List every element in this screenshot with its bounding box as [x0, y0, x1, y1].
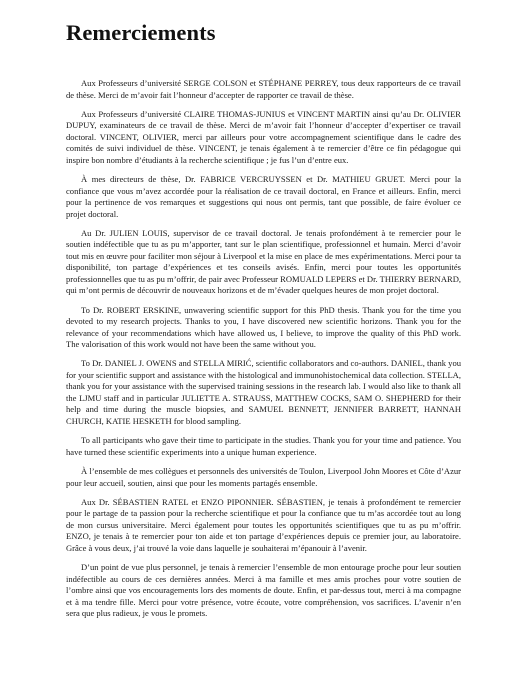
paragraph-ratel-piponnier: Aux Dr. SÉBASTIEN RATEL et ENZO PIPONNIER. SÉBASTIEN, je tenais à profondément te remercier pour le partage de ta passion pour la recherche scientifique et pour la confiance que tu m’as accordée tout au long de mon cursus universitaire. Merci également pour toutes les opportunités scientifiques que tu as pu m’offrir. ENZO, je tenais à te remercier pour ton aide et ton partage d’expériences depuis ce premier jour, au laboratoire. Grâce à vous deux, j’ai trouvé la voie dans laquelle je souhaiterai m’épanouir à l’avenir.: [66, 496, 461, 553]
paragraph-erskine: To Dr. ROBERT ERSKINE, unwavering scientific support for this PhD thesis. Thank you for the time you devoted to my research projects. Thanks to you, I have discovered new scientific horizons. Thank you for the relevance of your recommendations which have allowed us, I believe, to improve the quality of this PhD work. The valorisation of this work would not have been the same without you.: [66, 304, 461, 350]
paragraph-supervisor: Au Dr. JULIEN LOUIS, supervisor de ce travail doctoral. Je tenais profondément à te remercier pour le soutien indéfectible que tu as pu m’apporter, tant sur le plan scientifique, professionnel et humain. Merci d’avoir tout mis en œuvre pour faciliter mon séjour à Liverpool et la mise en place de mes expérimentations. Merci pour ta disponibilité, ton partage d’expériences et tes conseils avisés. Enfin, merci pour toutes les opportunités professionnelles que tu as pu m’offrir, de pair avec Professeur ROMUALD LEPERS et Dr. THIERRY BERNARD, qui m’ont permis de découvrir de nouveaux horizons et de m’évader quelques heures de mon projet doctoral.: [66, 227, 461, 296]
document-body: [66, 78, 461, 627]
page-title: Remerciements: [66, 20, 216, 45]
paragraph-personnel: D’un point de vue plus personnel, je tenais à remercier l’ensemble de mon entourage proche pour leur soutien indéfectible au cours de ces dernières années. Merci à ma famille et mes amis proches pour votre soutien de l’ombre ainsi que vos encouragements lors des moments de doute. Enfin, et par-dessus tout, merci à ma compagne et à ma tendre fille. Merci pour votre présence, votre écoute, votre compréhension, vos sacrifices. L’avenir n’en sera que plus radieux, je vous le promets.: [66, 562, 461, 619]
paragraph-collaborators: To Dr. DANIEL J. OWENS and STELLA MIRIĆ, scientific collaborators and co-authors. DANIEL, thank you for your scientific support and assistance with the histological and immunohistochemical data collection. STELLA, thank you for your assistance with the supervised training sessions in the research lab. I would also like to thank all the LJMU staff and in particular JULIETTE A. STRAUSS, MATTHEW COCKS, SAM O. SHEPHERD for their help and time during the muscle biopsies, and SAMUEL BENNETT, JENNIFER BARRETT, HANNAH CHURCH, KATIE HESKETH for blood sampling.: [66, 358, 461, 426]
paragraph-examinateurs: Aux Professeurs d’université CLAIRE THOMAS-JUNIUS et VINCENT MARTIN ainsi qu’au Dr. OLIVIER DUPUY, examinateurs de ce travail de thèse. Merci de m’avoir fait l’honneur d’accepter d’expertiser ce travail doctoral. VINCENT, OLIVIER, merci par ailleurs pour votre accompagnement scientifique dans le cadre des comités de suivi individuel de thèse. VINCENT, je tenais également à te remercier d’être ce fin pédagogue qui inspire bon nombre d’étudiants à la recherche scientifique ; je fus l’un d’entre eux.: [66, 108, 461, 165]
paragraph-collegues: À l’ensemble de mes collègues et personnels des universités de Toulon, Liverpool John Moores et Côte d’Azur pour leur accueil, soutien, ainsi que pour les moments partagés ensemble.: [66, 466, 461, 488]
paragraph-directeurs: À mes directeurs de thèse, Dr. FABRICE VERCRUYSSEN et Dr. MATHIEU GRUET. Merci pour la confiance que vous m’avez accordée pour la réalisation de ce travail doctoral, en France et ailleurs. Enfin, merci pour la pertinence de vos remarques et suggestions qui nous ont permis, tant que possible, de faire évoluer ce projet doctoral.: [66, 174, 461, 219]
paragraph-rapporteurs: Aux Professeurs d’université SERGE COLSON et STÉPHANE PERREY, tous deux rapporteurs de ce travail de thèse. Merci de m’avoir fait l’honneur d’accepter de rapporter ce travail de thèse.: [66, 78, 461, 100]
paragraph-participants: To all participants who gave their time to participate in the studies. Thank you for your time and patience. You have turned these scientific experiments into a unique human experience.: [66, 435, 461, 457]
